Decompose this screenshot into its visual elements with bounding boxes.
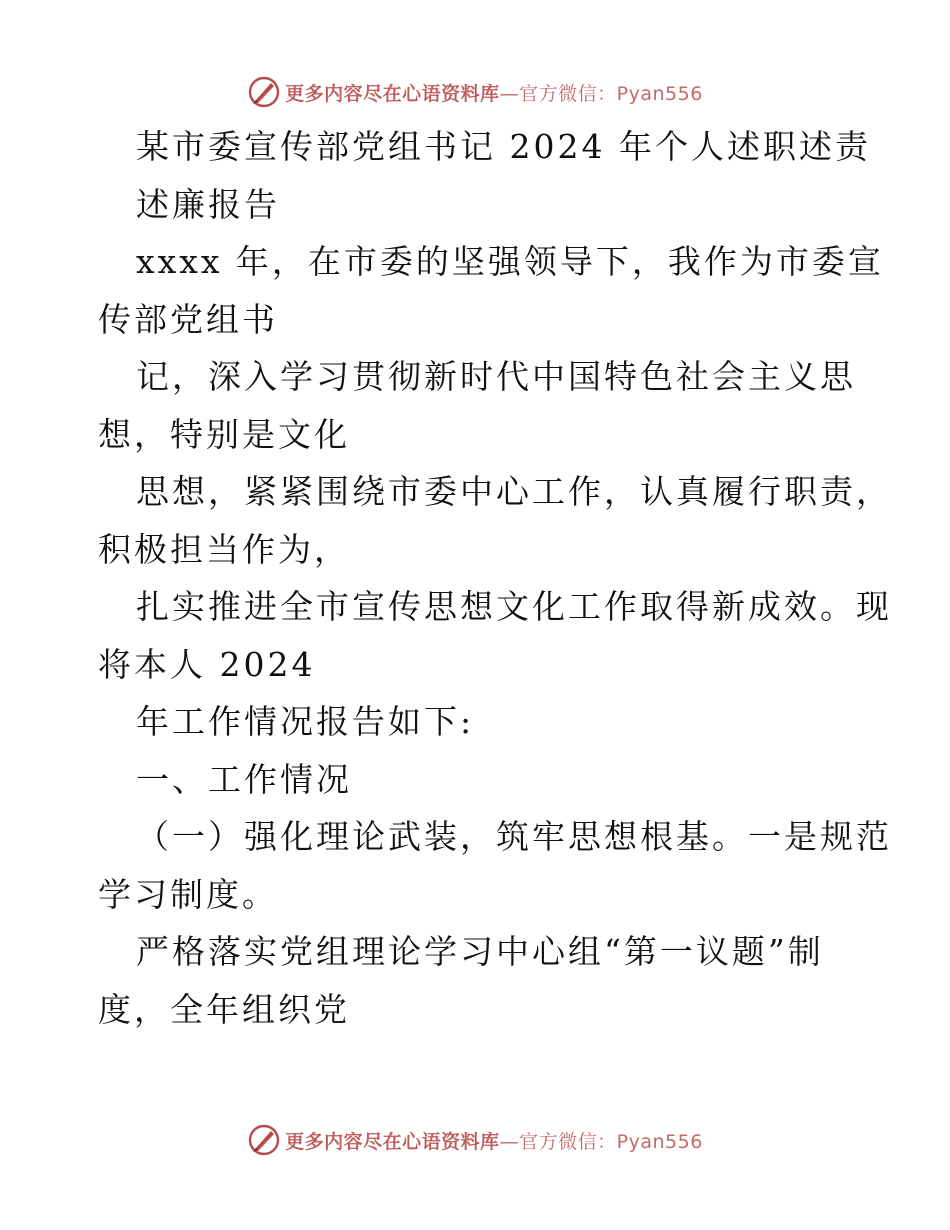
text-line: 度，全年组织党	[98, 989, 350, 1029]
text-line: 传部党组书	[98, 299, 278, 339]
text-line: 扎实推进全市宣传思想文化工作取得新成效。现	[136, 587, 892, 626]
text-line: 想，特别是文化	[98, 414, 350, 454]
text-line: 年工作情况报告如下:	[136, 702, 475, 741]
watermark-text: 更多内容尽在心语资料库—官方微信：Pyan556	[285, 1130, 703, 1153]
header-watermark	[0, 70, 950, 114]
footer-watermark	[0, 1118, 950, 1162]
text-line: 严格落实党组理论学习中心组“第一议题”制	[136, 932, 824, 971]
text-line: （一）强化理论武装，筑牢思想根基。一是规范	[136, 817, 892, 856]
text-line: 某市委宣传部党组书记 2024 年个人述职述责	[136, 127, 871, 166]
quill-pen-circle-icon	[247, 75, 281, 109]
document-body	[98, 118, 892, 1038]
text-line: 一、工作情况	[136, 759, 352, 799]
watermark-text: 更多内容尽在心语资料库—官方微信：Pyan556	[285, 82, 703, 105]
text-line: 记，深入学习贯彻新时代中国特色社会主义思	[136, 357, 856, 396]
quill-pen-circle-icon	[247, 1123, 281, 1157]
text-line: 将本人 2024	[98, 644, 316, 684]
text-line: 学习制度。	[98, 874, 278, 914]
text-line: 述廉报告	[136, 184, 280, 224]
text-line: xxxx 年，在市委的坚强领导下，我作为市委宣	[136, 242, 884, 281]
text-line: 思想，紧紧围绕市委中心工作，认真履行职责，	[136, 472, 892, 511]
text-line: 积极担当作为，	[98, 529, 350, 569]
